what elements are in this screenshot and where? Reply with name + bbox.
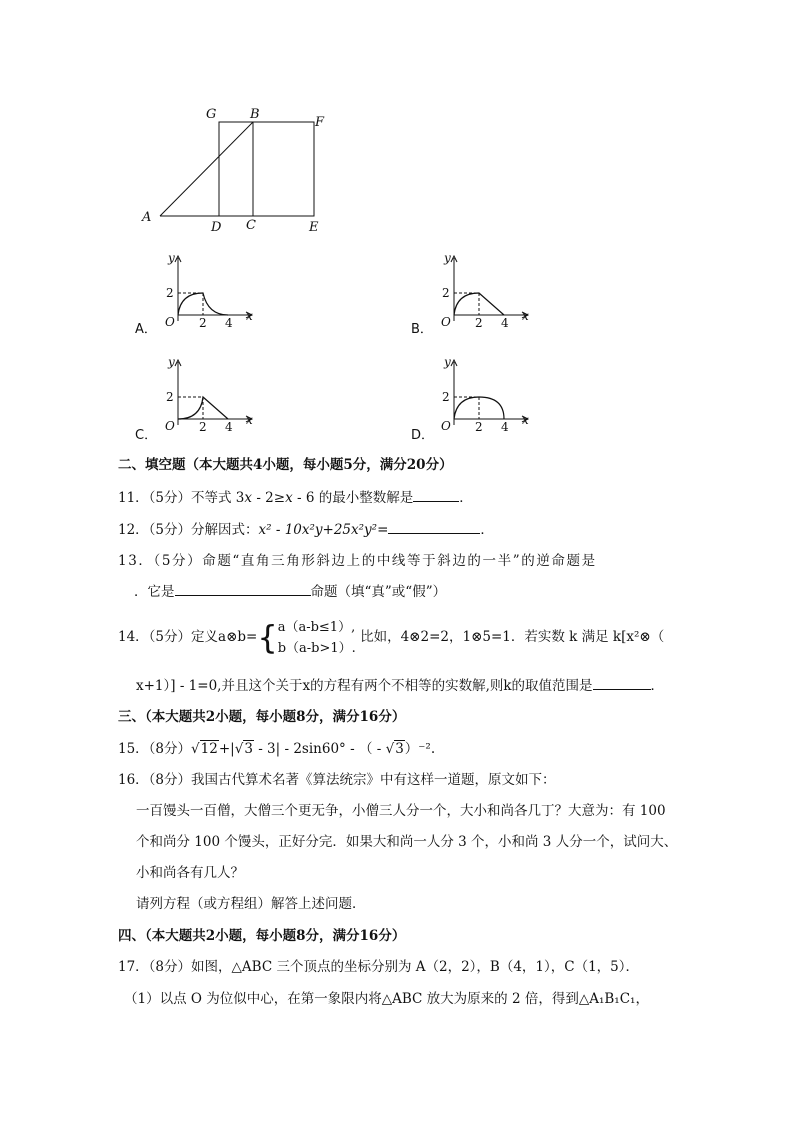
tick-2-y: 2 [166,390,174,404]
origin-label: O [165,419,175,433]
tick-4-x: 4 [501,420,509,434]
geometry-figure [138,100,338,240]
rect-GDEF [219,122,314,216]
y-axis-label: y [444,356,451,369]
y-axis-label: y [168,252,175,265]
question-16-line2: 一百馒头一百僧，大僧三个更无争，小僧三人分一个，大小和尚各几丁？大意为：有 100 [136,803,666,819]
y-axis-label: y [168,356,175,369]
section-2-title: 二、填空题（本大题共4小题，每小题5分，满分20分） [118,457,453,473]
section-3-title: 三、（本大题共2小题，每小题8分，满分16分） [118,709,406,725]
graph-b [436,252,536,332]
option-d-label: D． [411,428,435,443]
question-14-line1: 14．（5分）定义a⊗b={a（a-b≤1）, b（a-b>1）. 比如，4⊗2=2，1⊗5=1．若实数 k 满足 k[x²⊗（ [118,618,665,657]
answer-blank-12[interactable] [388,520,480,534]
tick-4-x: 4 [225,420,233,434]
question-13-line2: ．它是 命题（填“真”或“假”） [134,584,447,600]
graph-a [160,252,260,332]
question-17-line2: （1）以点 O 为位似中心，在第一象限内将△ABC 放大为原来的 2 倍，得到△A₁B₁C₁， [124,991,649,1007]
tick-2-y: 2 [166,286,174,300]
label-C: C [246,218,256,233]
option-c-label: C． [135,428,158,443]
tick-2-y: 2 [442,286,450,300]
answer-blank-11[interactable] [413,488,459,502]
question-13-line1: 13．（5分）命题“直角三角形斜边上的中线等于斜边的一半”的逆命题是 [118,553,597,569]
tick-2-x: 2 [199,316,207,330]
sqrt-12: √12 [191,741,218,757]
graph-c [160,356,260,436]
sqrt-3: √3 [234,741,253,757]
question-16-line3: 个和尚分 100 个馒头，正好分完．如果大和尚一人分 3 个，小和尚 3 人分一个，试问大、 [136,834,678,850]
tick-2-x: 2 [475,420,483,434]
question-15: 15．（8分）√12+|√3 - 3| - 2sin60° - （ - √3）⁻². [118,741,436,757]
x-axis-label: x [246,413,253,427]
tick-2-x: 2 [199,420,207,434]
question-17-line1: 17．（8分）如图，△ABC 三个顶点的坐标分别为 A（2，2），B（4，1），C（1，5）． [118,959,640,975]
option-a-label: A． [135,322,157,337]
label-A: A [142,210,152,225]
label-F: F [315,115,325,130]
question-16-line5: 请列方程（或方程组）解答上述问题． [136,896,366,912]
label-D: D [211,220,222,235]
origin-label: O [165,315,175,329]
option-b-label: B． [411,322,433,337]
segment-AB [160,122,253,216]
label-B: B [250,107,260,122]
x-axis-label: x [522,309,529,323]
brace-icon: { [257,618,278,657]
origin-label: O [441,419,451,433]
sqrt-3b: √3 [385,741,404,757]
graph-d [436,356,536,436]
question-16-line1: 16．（8分）我国古代算术名著《算法统宗》中有这样一道题，原文如下： [118,772,556,788]
x-axis-label: x [522,413,529,427]
section-4-title: 四、（本大题共2小题，每小题8分，满分16分） [118,928,406,944]
question-12: 12．（5分）分解因式：x² - 10x²y+25x²y²= ． [118,522,494,538]
tick-4-x: 4 [225,316,233,330]
question-14-line2: x+1）] - 1=0,并且这个关于x的方程有两个不相等的实数解,则k的取值范围是 ． [136,678,665,694]
label-G: G [206,107,217,122]
tick-4-x: 4 [501,316,509,330]
tick-2-y: 2 [442,390,450,404]
tick-2-x: 2 [475,316,483,330]
x-axis-label: x [246,309,253,323]
label-E: E [309,220,319,235]
answer-blank-14[interactable] [593,676,651,690]
question-11: 11．（5分）不等式 3x - 2≥x - 6 的最小整数解是 ． [118,490,473,506]
question-16-line4: 小和尚各有几人？ [136,865,244,881]
y-axis-label: y [444,252,451,265]
answer-blank-13[interactable] [175,582,311,596]
origin-label: O [441,315,451,329]
